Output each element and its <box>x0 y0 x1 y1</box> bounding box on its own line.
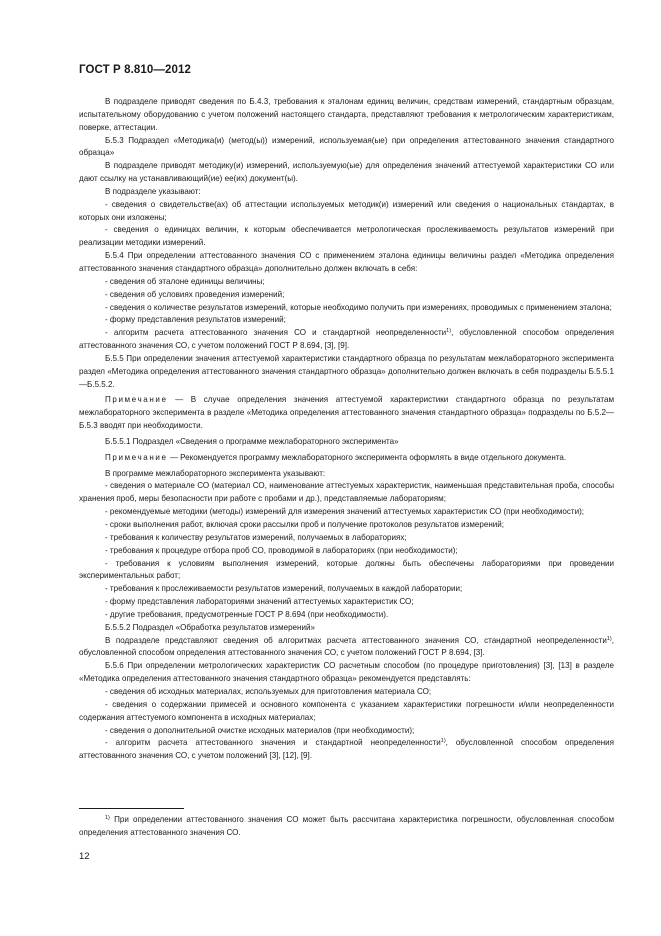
note: Примечание — В случае определения значения аттестуемой характеристики стандартного образца по результатам межлабораторного эксперимента в разделе «Методика определения аттестованного значения стандартного образца» подразделы по Б.5.2—Б.5.3 вводят при необходимости. <box>79 395 614 431</box>
list-item: - алгоритм расчета аттестованного значения СО и стандартной неопределенности$^{1)}$, обусловленной способом определения аттестованного значения СО, с учетом положений ГОСТ Р 8.694, [3], [9]. <box>79 328 614 351</box>
list-item: - требования к прослеживаемости результатов измерений, получаемых в каждой лаборатории; <box>105 584 463 594</box>
list-item: - сведения о свидетельстве(ах) об аттестации используемых методик(и) измерений или сведения о национальных стандартах, в которых они изложены; <box>79 199 614 222</box>
paragraph: Б.5.6 При определении метрологических характеристик СО расчетным способом (по процедуре приготовления) [3], [13] в разделе «Методика определения аттестованного значения стандартного образца» рекомендуется представлять: <box>79 661 614 684</box>
list-item: - сведения о содержании примесей и основного компонента с указанием характеристики погрешности и/или неопределенности содержания аттестуемого компонента в исходных материалах; <box>79 699 614 722</box>
list-item: - другие требования, предусмотренные ГОСТ Р 8.694 (при необходимости). <box>105 609 389 619</box>
list-item: - требования к условиям выполнения измерений, которые должны быть обеспечены лабораториями при проведении экспериментальных работ; <box>79 558 614 581</box>
list-item: - сведения об условиях проведения измерений; <box>105 289 285 299</box>
list-item: - требования к процедуре отбора проб СО, проводимой в лабораториях (при необходимости); <box>105 545 458 555</box>
paragraph: Б.5.4 При определении аттестованного значения СО с применением эталона единицы величины раздел «Методика определения аттестованного значения стандартного образца» дополнительно должен включать в себя: <box>79 251 614 273</box>
footnote-mark: 1) <box>105 815 110 821</box>
list-item: - алгоритм расчета аттестованного значения и стандартной неопределенности$^{1)}$, обусловленной способом определения аттестованного значения СО, с учетом положений [3], [12], [9]. <box>79 738 614 761</box>
footnote-ref: 1) <box>446 328 452 335</box>
list-item: - сведения о количестве результатов измерений, которые необходимо получить при измерениях, проводимых с применением эталона; <box>105 302 612 312</box>
document-header: ГОСТ Р 8.810—2012 <box>79 64 191 76</box>
list-item: - сведения об исходных материалах, используемых для приготовления материала СО; <box>105 686 432 696</box>
list-item: - требования к количеству результатов измерений, получаемых в лабораториях; <box>105 532 407 542</box>
paragraph: В программе межлабораторного эксперимента указывают: <box>105 468 326 478</box>
footnote-ref: 1) <box>606 635 612 642</box>
footnote-ref: 1) <box>440 738 446 745</box>
list-item: - рекомендуемые методики (методы) измерений для измерения значений аттестуемых характеристик СО (при необходимости); <box>105 507 585 517</box>
paragraph: В подразделе указывают: <box>105 186 201 196</box>
paragraph: В подразделе представляют сведения об алгоритмах расчета аттестованного значения СО, стандартной неопределенности$^{1)}$, обусловленной способом определения аттестованного значения СО, с учетом положений ГОСТ Р 8.694, [3]. <box>79 635 614 658</box>
page-number: 12 <box>79 851 90 862</box>
document-body <box>79 96 614 763</box>
note: Примечание — Рекомендуется программу межлабораторного эксперимента оформлять в виде отдельного документа. <box>105 452 567 462</box>
paragraph: В подразделе приводят методику(и) измерений, используемую(ые) для определения значений аттестуемой характеристики СО или дают ссылку на устанавливающий(ие) ее(их) документ(ы). <box>79 161 614 184</box>
note-label: Примечание <box>105 395 168 405</box>
footnote-divider <box>79 808 184 809</box>
paragraph: Б.5.3 Подраздел «Методика(и) (метод(ы)) измерений, используемая(ые) при определения аттестованного значения стандартного образца» <box>79 135 614 158</box>
list-item: - форму представления лабораториями значений аттестуемых характеристик СО; <box>105 597 414 607</box>
list-item: - форму представления результатов измерений; <box>105 315 286 325</box>
paragraph: В подразделе приводят сведения по Б.4.3, требования к эталонам единиц величин, средствам измерений, стандартным образцам, испытательному оборудованию с учетом положений настоящего стандарта, представляют требования к метрологическим характеристикам, поверке, аттестации. <box>79 97 614 132</box>
list-item: - сведения о материале СО (материал СО, наименование аттестуемых характеристик, наименьшая представительная проба, способы хранения проб, меры безопасности при работе с пробами и др.), представляемые лабораториям; <box>79 481 614 504</box>
note-label: Примечание <box>105 452 168 462</box>
subsection-heading: Б.5.5.1 Подраздел «Сведения о программе межлабораторного эксперимента» <box>105 436 399 446</box>
list-item: - сроки выполнения работ, включая сроки рассылки проб и получение протоколов результатов измерений; <box>105 520 504 529</box>
subsection-heading: Б.5.5.2 Подраздел «Обработка результатов измерений» <box>105 622 315 632</box>
list-item: - сведения об эталоне единицы величины; <box>105 276 265 286</box>
footnote: $^{1)}$ При определении аттестованного значения СО может быть рассчитана характеристика погрешности, обусловленная способом определения аттестованного значения СО. <box>79 815 614 837</box>
list-item: - сведения о дополнительной очистке исходных материалов (при необходимости); <box>105 725 415 735</box>
paragraph: Б.5.5 При определении значения аттестуемой характеристики стандартного образца по результатам межлабораторного эксперимента раздел «Методика определения аттестованного значения стандартного образца» дополнительно должен включать в себя подразделы Б.5.5.1—Б.5.5.2. <box>79 353 614 389</box>
list-item: - сведения о единицах величин, к которым обеспечивается метрологическая прослеживаемость результатов измерений при реализации методики измерений. <box>79 225 614 248</box>
